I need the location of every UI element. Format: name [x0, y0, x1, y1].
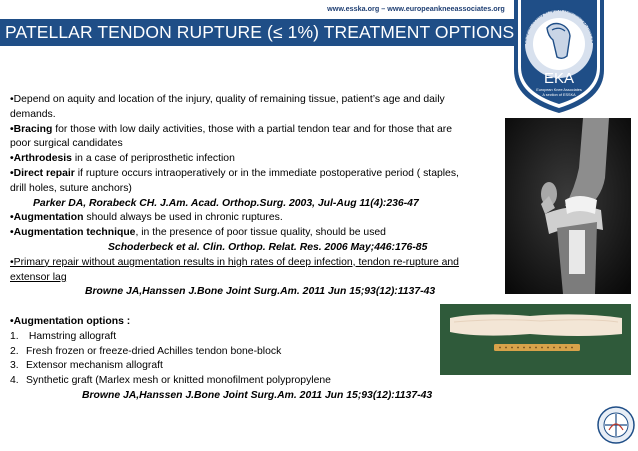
reference-parker: Parker DA, Rorabeck CH. J.Am. Acad. Orthop.Surg. 2003, Jul-Aug 11(4):236-47: [33, 197, 419, 209]
paragraph-arthrodesis: •Arthrodesis in a case of periprosthetic infection: [10, 153, 235, 165]
paragraph-augmentation: •Augmentation should always be used in chronic ruptures.: [10, 212, 283, 224]
badge-subtitle-1: European Knee Associates: [536, 88, 582, 92]
svg-text:European Society of Sports Tra: European Society of Sports Traumatology, Knee Su: [521, 6, 597, 45]
spacer: [10, 300, 472, 315]
reference-schoderbeck: Schoderbeck et al. Clin. Orthop. Relat. Res. 2006 May;446:176-85: [108, 241, 428, 253]
paragraph-direct-repair: •Direct repair if rupture occurs intraoperatively or in the immediate postoperative period ( staples, drill holes, suture anchors): [10, 167, 459, 194]
options-heading: •Augmentation options :: [10, 315, 131, 327]
option-item: 4. Synthetic graft (Marlex mesh or knitted monofilment polypropylene: [10, 375, 331, 387]
esska-emblem-icon: [597, 406, 635, 444]
paragraph-augmentation-technique: •Augmentation technique, in the presence of poor tissue quality, should be used: [10, 227, 386, 239]
paragraph-indications: •Depend on aquity and location of the injury, quality of remaining tissue, patient’s age and daily demands.: [10, 94, 445, 120]
synthetic-graft-photo: [440, 304, 631, 375]
slide-body: [10, 93, 472, 404]
paragraph-primary-repair: •Primary repair without augmentation results in high rates of deep infection, tendon re-rupture and extensor lag: [10, 256, 459, 283]
reference-browne-1: Browne JA,Hanssen J.Bone Joint Surg.Am. 2011 Jun 15;93(12):1137-43: [85, 286, 436, 298]
slide-title: PATELLAR TENDON RUPTURE (≤ 1%) TREATMENT OPTIONS: [5, 22, 515, 42]
eka-badge: [512, 0, 606, 114]
website-url: www.esska.org – www.europeankneeassociates.org: [327, 4, 505, 13]
knee-xray-image: [505, 118, 631, 294]
reference-browne-2: Browne JA,Hanssen J.Bone Joint Surg.Am. 2011 Jun 15;93(12):1137-43: [82, 389, 433, 401]
option-item: 2. Fresh frozen or freeze-dried Achilles tendon bone-block: [10, 345, 282, 357]
badge-subtitle-2: A section of ESSKA: [542, 93, 576, 97]
badge-name: EKA: [543, 70, 575, 87]
paragraph-bracing: •Bracing for those with low daily activities, those with a partial tendon tear and for those that are poor surgical candidates: [10, 123, 453, 150]
option-item: 3. Extensor mechanism allograft: [10, 360, 163, 372]
option-item: 1. Hamstring allograft: [10, 330, 117, 342]
